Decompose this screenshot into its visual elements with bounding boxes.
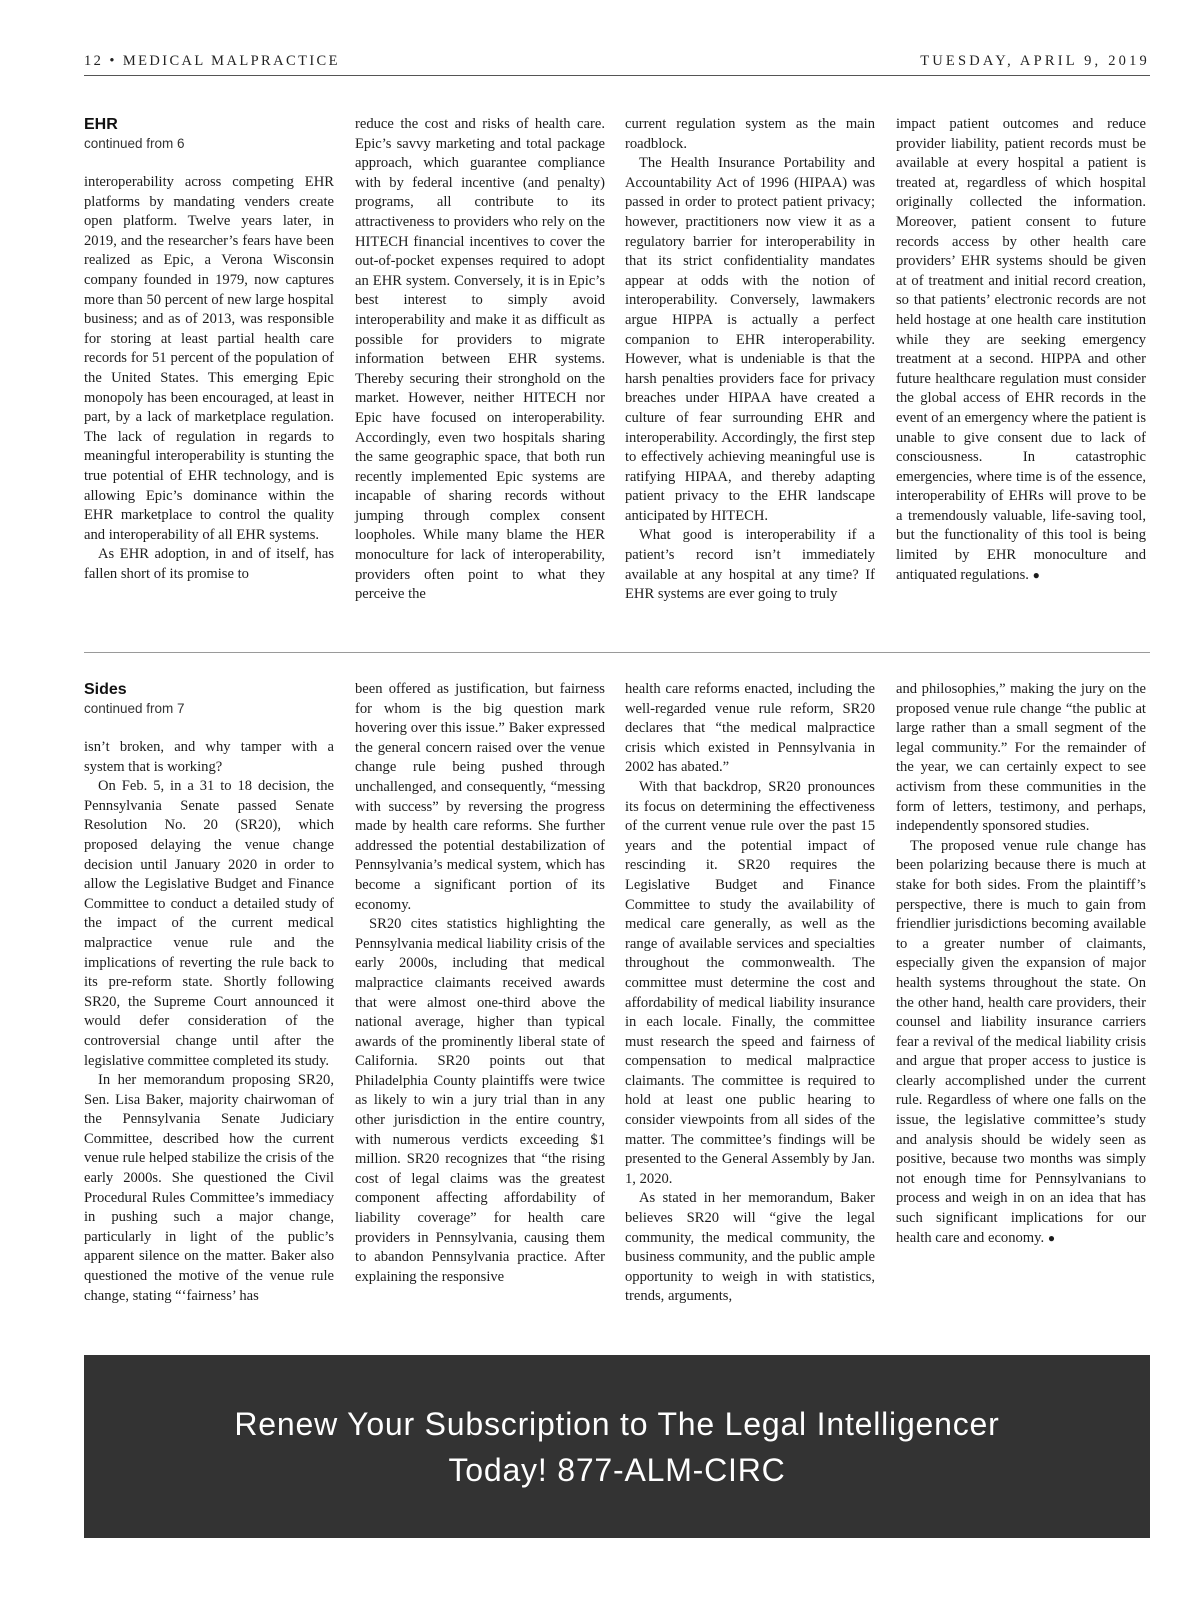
paragraph: [896, 115, 1146, 585]
paragraph: SR20 cites statistics highlighting the Pennsylvania medical liability crisis of the early 2000s, including that medical malpractice claimants received awards that were almost one-third above the national average, higher than typical awards of the prominently liberal state of California. SR20 points out that Philadelphia County plaintiffs were twice as likely to win a jury trial than in any other jurisdiction in the entire country, with numerous verdicts exceeding $1 million. SR20 recognizes that “the rising cost of legal claims was the greatest component affecting affordability of liability coverage” for health care providers in Pennsylvania, causing them to abandon Pennsylvania practice. After explaining the responsive: [355, 916, 605, 1285]
header-rule: [84, 75, 1150, 76]
paragraph-text: impact patient outcomes and reduce provider liability, patient records must be available at every hospital a patient is treated at, regardless of which hospital originally collected the information. Moreover, patient consent to future records access by other health care providers’ EHR systems should be given at of treatment and initial record creation, so that patients’ electronic records are not held hostage at one health care institution while they are seeking emergency treatment at a second. HIPPA and other future healthcare regulation must consider the global access of EHR records in the event of an emergency where the patient is unable to give consent due to lack of consciousness. In catastrophic emergencies, where time is of the essence, interoperability of EHRs will prove to be a tremendously valuable, life-saving tool, but the functionality of this tool is being limited by EHR monoculture and antiquated regulations.: [896, 116, 1146, 583]
paragraph: health care reforms enacted, including the well-regarded venue rule reform, SR20 declares that “the medical malpractice crisis which existed in Pennsylvania in 2002 has abated.”: [625, 681, 875, 776]
sides-continued-note: continued from 7: [84, 701, 185, 716]
ad-phone-line: Today! 877-ALM-CIRC: [448, 1451, 786, 1488]
paragraph: On Feb. 5, in a 31 to 18 decision, the Pennsylvania Senate passed Senate Resolution No. 20 (SR20), which proposed delaying the venue change decision until January 2020 in order to allow the Legislative Budget and Finance Committee to conduct a detailed study of the impact of the current medical malpractice venue rule and the implications of reverting the rule back to its pre-reform state. Shortly following SR20, the Supreme Court announced it would defer consideration of the controversial change until after the legislative committee completed its study.: [84, 778, 334, 1069]
ehr-continued-note: continued from 6: [84, 136, 185, 151]
sides-column-2: [355, 680, 605, 1287]
page-header: [84, 53, 1150, 75]
ehr-article: [84, 115, 1150, 635]
paragraph: What good is interoperability if a patient’s record isn’t immediately available at any hospital at any time? If EHR systems are ever going to truly: [625, 527, 875, 603]
ehr-column-3: [625, 115, 875, 605]
paragraph: As stated in her memorandum, Baker believes SR20 will “give the legal community, the medical community, the business community, and the public ample opportunity to weigh in with statistics, trends, arguments,: [625, 1190, 875, 1305]
ad-headline: Renew Your Subscription to The Legal Intelligencer: [234, 1405, 1000, 1442]
paragraph: and philosophies,” making the jury on the proposed venue rule change “the public at large rather than a small segment of the legal community.” For the remainder of the year, we can certainly expect to see activism from these communities in the form of letters, testimony, and perhaps, independently sponsored studies.: [896, 681, 1146, 835]
subscription-ad-banner[interactable]: [84, 1355, 1150, 1538]
paragraph: [896, 837, 1146, 1248]
sides-column-1: [84, 680, 334, 1306]
paragraph: current regulation system as the main roadblock.: [625, 116, 875, 152]
paragraph-text: The proposed venue rule change has been polarizing because there is much at stake for both sides. From the plaintiff’s perspective, there is much to gain from friendlier jurisdictions becoming available to a greater number of claimants, especially given the expansion of major health systems throughout the state. On the other hand, health care providers, their counsel and liability insurance carriers fear a revival of the medical liability crisis and argue that proper access to justice is clearly accomplished under the current rule. Regardless of where one falls on the issue, the legislative committee’s study and analysis should be widely seen as positive, because two months was simply not enough time for Pennsylvanians to process and weigh in on an idea that has such significant implications for our health care and economy.: [896, 837, 1146, 1246]
sides-column-3: [625, 680, 875, 1307]
issue-date: TUESDAY, APRIL 9, 2019: [920, 53, 1150, 69]
ehr-column-1: [84, 115, 334, 584]
paragraph: isn’t broken, and why tamper with a system that is working?: [84, 739, 334, 775]
paragraph: reduce the cost and risks of health care. Epic’s savvy marketing and total package approach, which guarantee compliance with by federal incentive (and penalty) programs, all contribute to its attractiveness to providers who rely on the HITECH financial incentives to cover the out-of-pocket expenses required to adopt an EHR system. Conversely, it is in Epic’s best interest to simply avoid interoperability and make it as difficult as possible for providers to migrate information between EHR systems. Thereby securing their stronghold on the market. However, neither HITECH nor Epic have focused on interoperability. Accordingly, even two hospitals sharing the same geographic space, that both run recently implemented Epic systems are incapable of sharing records without jumping through complex consent loopholes. While many blame the HER monoculture for lack of interoperability, providers often point to what they perceive the: [355, 116, 605, 603]
page-number-section: 12 • MEDICAL MALPRACTICE: [84, 53, 340, 69]
ehr-column-2: [355, 115, 605, 605]
end-mark-icon: ●: [1047, 1230, 1056, 1245]
paragraph: The Health Insurance Portability and Accountability Act of 1996 (HIPAA) was passed in order to protect patient privacy; however, practitioners now view it as a regulatory barrier for interoperability in that its strict confidentiality mandates appear at odds with the notion of interoperability. Conversely, lawmakers argue HIPPA is actually a perfect companion to EHR interoperability. However, what is undeniable is that the harsh penalties providers face for privacy breaches under HIPAA have created a culture of fear surrounding EHR and interoperability. Accordingly, the first step to effectively achieving meaningful use is ratifying HIPAA, and thereby adapting patient privacy to the EHR landscape anticipated by HITECH.: [625, 155, 875, 524]
paragraph: With that backdrop, SR20 pronounces its focus on determining the effectiveness of the current venue rule over the past 15 years and the potential impact of rescinding it. SR20 requires the Legislative Budget and Finance Committee to study the availability of medical care generally, as well as the range of available services and specialties throughout the commonwealth. The committee must determine the cost and affordability of medical liability insurance in each locale. Finally, the committee must research the speed and fairness of compensation to medical malpractice claimants. The committee is required to hold at least one public hearing to consider viewpoints from all sides of the matter. The committee’s findings will be presented to the General Assembly by Jan. 1, 2020.: [625, 778, 875, 1187]
section-divider: [84, 652, 1150, 653]
sides-kicker: Sides: [84, 681, 127, 698]
end-mark-icon: ●: [1032, 567, 1040, 582]
paragraph: interoperability across competing EHR platforms by mandating venders create open platform. Twelve years later, in 2019, and the researcher’s fears have been realized as Epic, a Verona Wisconsin company founded in 1979, now captures more than 50 percent of new large hospital business; and as of 2013, was responsible for storing at least partial health care records for 51 percent of the population of the United States. This emerging Epic monopoly has been encouraged, at least in part, by a lack of marketplace regulation. The lack of regulation in regards to meaningful interoperability is stunting the true potential of EHR technology, and is allowing Epic’s dominance within the EHR marketplace to control the quality and interoperability of all EHR systems.: [84, 174, 334, 543]
paragraph: been offered as justification, but fairness for whom is the big question mark hovering over this issue.” Baker expressed the general concern raised over the venue change rule being pushed through unchallenged, and consequently, “messing with success” by reversing the progress made by health care reforms. She further addressed the potential destabilization of Pennsylvania’s medical system, which has become a significant portion of its economy.: [355, 681, 605, 913]
sides-article: [84, 680, 1150, 1320]
sides-column-4: [896, 680, 1146, 1248]
paragraph: In her memorandum proposing SR20, Sen. Lisa Baker, majority chairwoman of the Pennsylvania Senate Judiciary Committee, described how the current venue rule helped stabilize the crisis of the early 2000s. She questioned the Civil Procedural Rules Committee’s immediacy in pushing such a major change, particularly in light of the public’s apparent silence on the matter. Baker also questioned the motive of the venue rule change, stating “‘fairness’ has: [84, 1072, 334, 1304]
ehr-kicker: EHR: [84, 116, 118, 133]
paragraph: As EHR adoption, in and of itself, has fallen short of its promise to: [84, 546, 334, 582]
ehr-column-4: [896, 115, 1146, 585]
